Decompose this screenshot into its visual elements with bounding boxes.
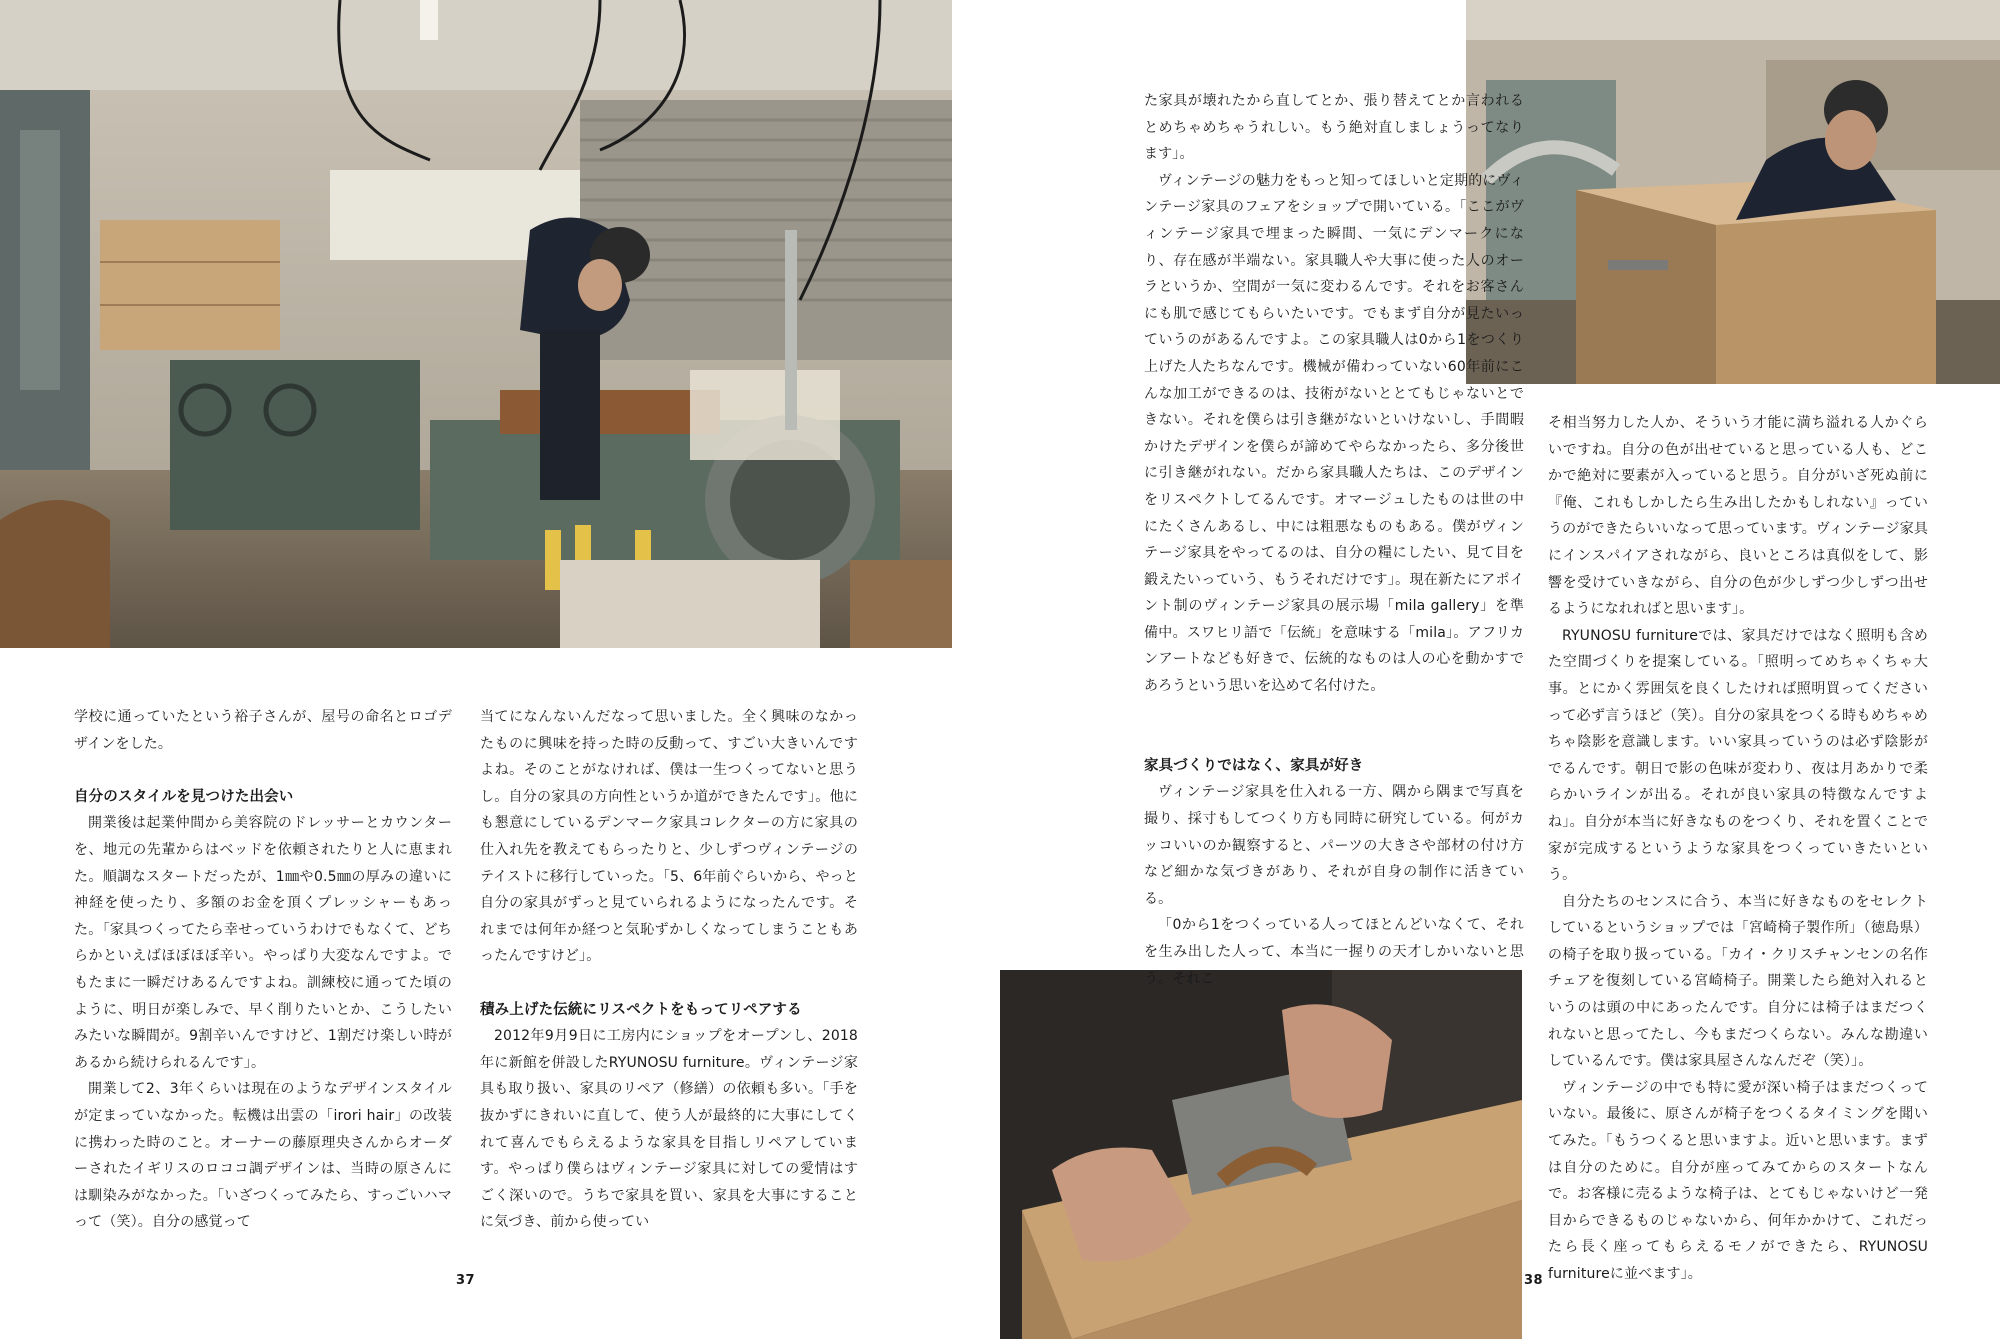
paragraph: 自分たちのセンスに合う、本当に好きなものをセレクトしているというショップでは「宮崎椅子製作所」（徳島県）の椅子を取り扱っている。「カイ・クリスチャンセンの名作チェアを復刻している宮崎椅子。開業したら絶対入れるというのは頭の中にあったんです。自分には椅子はまだつくれないと思ってたし、今もまだつくらない。みんな勘違いしているんです。僕は家具屋さんなんだぞ（笑）」。 bbox=[1548, 893, 1928, 1070]
hand-planing-photo bbox=[1000, 970, 1522, 1339]
page-38 bbox=[1000, 0, 2000, 1339]
craftsman-cabinet-illustration bbox=[1466, 0, 2000, 384]
spacer bbox=[1144, 726, 1524, 753]
section-heading: 積み上げた伝統にリスペクトをもってリペアする bbox=[480, 1001, 802, 1018]
paragraph: ヴィンテージの魅力をもっと知ってほしいと定期的にヴィンテージ家具のフェアをショップで開いている。「ここがヴィンテージ家具で埋まった瞬間、一気にデンマークになり、存在感が半端ない。家具職人や大事に使った人のオーラというか、空間が一気に変わるんです。それをお客さんにも肌で感じてもらいたいです。でもまず自分が見たいっていうのがあるんですよ。この家具職人は0から1をつくり上げた人たちなんです。機械が備わっていない60年前にこんな加工ができるのは、技術がないととてもじゃないとできない。それを僕らは引き継がないといけないし、手間暇かけたデザインを僕らが諦めてやらなかったら、多分後世に引き継がれない。だから家具職人たちは、このデザインをリスペクトしてるんです。オマージュしたものは世の中にたくさんあるし、中には粗悪なものもある。僕がヴィンテージ家具をやってるのは、自分の糧にしたい、見て目を鍛えたいっていう、もうそれだけです」。現在新たにアポイント制のヴィンテージ家具の展示場「mila gallery」を準備中。スワヒリ語で「伝統」を意味する「mila」。アフリカンアートなども好きで、伝統的なものは人の心を動かすであろうという思いを込めて名付けた。 bbox=[1144, 172, 1524, 695]
paragraph: 開業後は起業仲間から美容院のドレッサーとカウンターを、地元の先輩からはベッドを依頼されたりと人に恵まれた。順調なスタートだったが、1㎜や0.5㎜の厚みの違いに神経を使ったり、多額のお金を頂くプレッシャーもあった。「家具つくってたら幸せっていうわけでもなくて、どちらかといえばほぼほぼ辛い。やっぱり大変なんですよ。でもたまに一瞬だけあるんですよね。訓練校に通ってた頃のように、明日が楽しみで、早く削りたいとか、こうしたいみたいな瞬間が。9割辛いんですけど、1割だけ楽しい時があるから続けられるんです」。 bbox=[74, 815, 452, 1071]
spacer bbox=[74, 757, 452, 784]
paragraph: た家具が壊れたから直してとか、張り替えてとか言われるとめちゃめちゃうれしい。もう絶対直しましょうってなります」。 bbox=[1144, 93, 1524, 163]
left-column-1 bbox=[74, 704, 452, 1236]
hand-planing-illustration bbox=[1000, 970, 1522, 1339]
paragraph: そ相当努力した人か、そういう才能に満ち溢れる人かぐらいですね。自分の色が出せていると思っている人も、どこかで絶対に要素が入っていると思う。自分がいざ死ぬ前に『俺、これもしかしたら生み出したかもしれない』っていうのができたらいいなって思っています。ヴィンテージ家具にインスパイアされながら、良いところは真似をして、影響を受けていきながら、自分の色が少しずつ少しずつ出せるようになれればと思います」。 bbox=[1548, 415, 1928, 618]
page-number: 37 bbox=[456, 1273, 476, 1288]
spacer bbox=[1144, 700, 1524, 727]
paragraph: 当てになんないんだなって思いました。全く興味のなかったものに興味を持った時の反動って、すごい大きいんですよね。そのことがなければ、僕は一生つくってないと思うし。自分の家具の方向性というか道ができたんです」。他にも懇意にしているデンマーク家具コレクターの方に家具の仕入れ先を教えてもらったりと、少しずつヴィンテージのテイストに移行していった。「5、6年前ぐらいから、やっと自分の家具がずっと見ていられるようになったんです。それまでは何年か経つと気恥ずかしくなってしまうこともあったんですけど」。 bbox=[480, 709, 858, 965]
workshop-photo-illustration bbox=[0, 0, 952, 648]
paragraph: 「0から1をつくっている人ってほとんどいなくて、それを生み出した人って、本当に一握りの天才しかいないと思う。それこ bbox=[1144, 917, 1524, 987]
right-column-2 bbox=[1548, 410, 1928, 1288]
right-column-1 bbox=[1144, 88, 1524, 992]
paragraph: 開業して2、3年くらいは現在のようなデザインスタイルが定まっていなかった。転機は出雲の「irori hair」の改装に携わった時のこと。オーナーの藤原理央さんからオーダーされたイギリスのロココ調デザインは、当時の原さんには馴染みがなかった。「いざつくってみたら、すっごいハマって（笑）。自分の感覚って bbox=[74, 1081, 452, 1231]
paragraph: ヴィンテージの中でも特に愛が深い椅子はまだつくっていない。最後に、原さんが椅子をつくるタイミングを聞いてみた。「もうつくると思いますよ。近いと思います。まずは自分のために。自分が座ってみてからのスタートなんで。お客様に売るような椅子は、とてもじゃないけど一発目からできるものじゃないから、何年かかけて、これだったら長く座ってもらえるモノができたら、RYUNOSU furnitureに並べます」。 bbox=[1548, 1079, 1928, 1282]
paragraph: ヴィンテージ家具を仕入れる一方、隅から隅まで写真を撮り、採寸もしてつくり方も同時に研究している。何がカッコいいのか観察すると、パーツの大きさや部材の付け方など細かな気づきがあり、それが自身の制作に活きている。 bbox=[1144, 784, 1524, 907]
section-heading: 家具づくりではなく、家具が好き bbox=[1144, 757, 1364, 774]
page-number: 38 bbox=[1524, 1273, 1544, 1288]
workshop-photo bbox=[0, 0, 952, 648]
paragraph: 学校に通っていたという裕子さんが、屋号の命名とロゴデザインをした。 bbox=[74, 709, 452, 752]
left-column-2 bbox=[480, 704, 858, 1236]
section-heading: 自分のスタイルを見つけた出会い bbox=[74, 788, 294, 805]
craftsman-cabinet-photo bbox=[1466, 0, 2000, 384]
paragraph: 2012年9月9日に工房内にショップをオープンし、2018年に新館を併設したRYUNOSU furniture。ヴィンテージ家具も取り扱い、家具のリペア（修繕）の依頼も多い。「手を抜かずにきれいに直して、使う人が最終的に大事にしてくれて喜んでもらえるような家具を目指しリペアしています。やっぱり僕らはヴィンテージ家具に対しての愛情はすごく深いので。うちで家具を買い、家具を大事にすることに気づき、前から使ってい bbox=[480, 1028, 858, 1231]
spacer bbox=[480, 970, 858, 997]
paragraph: RYUNOSU furnitureでは、家具だけではなく照明も含めた空間づくりを提案している。「照明ってめちゃくちゃ大事。とにかく雰囲気を良くしたければ照明買ってくださいって必ず言うほど（笑）。自分の家具をつくる時もめちゃめちゃ陰影を意識します。いい家具っていうのは必ず陰影がでるんです。朝日で影の色味が変わり、夜は月あかりで柔らかいラインが出る。それが良い家具の特徴なんですよね」。自分が本当に好きなものをつくり、それを置くことで家が完成するというような家具をつくっていきたいという。 bbox=[1548, 627, 1928, 884]
